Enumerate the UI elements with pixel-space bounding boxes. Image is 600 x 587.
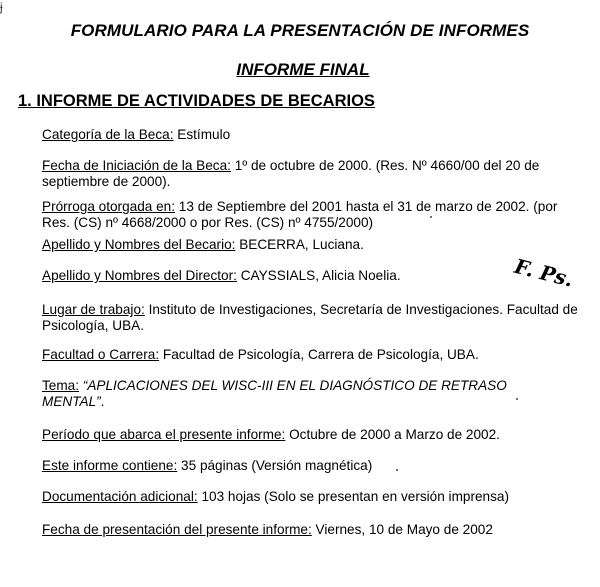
field-label: Documentación adicional: bbox=[42, 489, 198, 504]
section-heading: 1. INFORME DE ACTIVIDADES DE BECARIOS bbox=[18, 92, 375, 110]
field-value: Octubre de 2000 a Marzo de 2002. bbox=[285, 427, 500, 442]
field-label: Categoría de la Beca: bbox=[42, 127, 174, 142]
field-value: Facultad de Psicología, Carrera de Psicología, UBA. bbox=[159, 347, 479, 362]
field-prorroga bbox=[42, 199, 587, 231]
field-label: Este informe contiene: bbox=[42, 458, 178, 473]
field-contiene bbox=[42, 458, 587, 474]
field-periodo bbox=[42, 427, 587, 443]
field-value: “APLICACIONES DEL WISC-III EN EL DIAGNÓSTICO DE RETRASO MENTAL” bbox=[42, 378, 507, 409]
scan-speck bbox=[430, 216, 432, 218]
field-categoria bbox=[42, 127, 587, 143]
field-value: 13 de Septiembre del 2001 hasta el 31 de marzo de 2002. (por Res. (CS) nº 4668/2000 o por Res. (CS) nº 4755/2000) bbox=[42, 199, 558, 230]
field-label: Apellido y Nombres del Director: bbox=[42, 268, 237, 283]
field-tema bbox=[42, 378, 552, 410]
field-suffix: . bbox=[100, 394, 105, 409]
field-value: CAYSSIALS, Alicia Noelia. bbox=[236, 268, 401, 283]
field-documentacion bbox=[42, 489, 587, 505]
form-subtitle: INFORME FINAL bbox=[236, 60, 370, 79]
form-title: FORMULARIO PARA LA PRESENTACIÓN DE INFORMES bbox=[70, 21, 530, 40]
field-becario bbox=[42, 237, 587, 253]
field-fecha-iniciacion bbox=[42, 158, 587, 190]
field-label: Fecha de Iniciación de la Beca: bbox=[42, 158, 231, 173]
field-director bbox=[42, 268, 587, 284]
field-label: Período que abarca el presente informe: bbox=[42, 427, 286, 442]
scan-speck bbox=[516, 398, 518, 400]
corner-mark: ɉ bbox=[0, 0, 3, 14]
field-value: 103 hojas (Solo se presentan en versión imprensa) bbox=[197, 489, 509, 504]
field-label: Fecha de presentación del presente informe: bbox=[42, 522, 312, 537]
field-label: Lugar de trabajo: bbox=[42, 302, 145, 317]
field-label: Tema: bbox=[42, 378, 80, 393]
handwritten-initials: F. Ps. bbox=[512, 254, 576, 292]
field-lugar bbox=[42, 302, 587, 334]
field-value: Estímulo bbox=[173, 127, 231, 142]
field-value: Viernes, 10 de Mayo de 2002 bbox=[311, 522, 493, 537]
field-facultad bbox=[42, 347, 587, 363]
field-value: Instituto de Investigaciones, Secretaría de Investigaciones. Facultad de Psicología, UBA. bbox=[42, 302, 578, 333]
field-label: Apellido y Nombres del Becario: bbox=[42, 237, 236, 252]
field-label: Facultad o Carrera: bbox=[42, 347, 160, 362]
scan-speck bbox=[396, 469, 398, 471]
field-value: 1º de octubre de 2000. (Res. Nº 4660/00 del 20 de septiembre de 2000). bbox=[42, 158, 540, 189]
field-label: Prórroga otorgada en: bbox=[42, 199, 176, 214]
field-value: 35 páginas (Versión magnética) bbox=[177, 458, 373, 473]
field-value: BECERRA, Luciana. bbox=[235, 237, 364, 252]
field-presentacion bbox=[42, 522, 587, 538]
